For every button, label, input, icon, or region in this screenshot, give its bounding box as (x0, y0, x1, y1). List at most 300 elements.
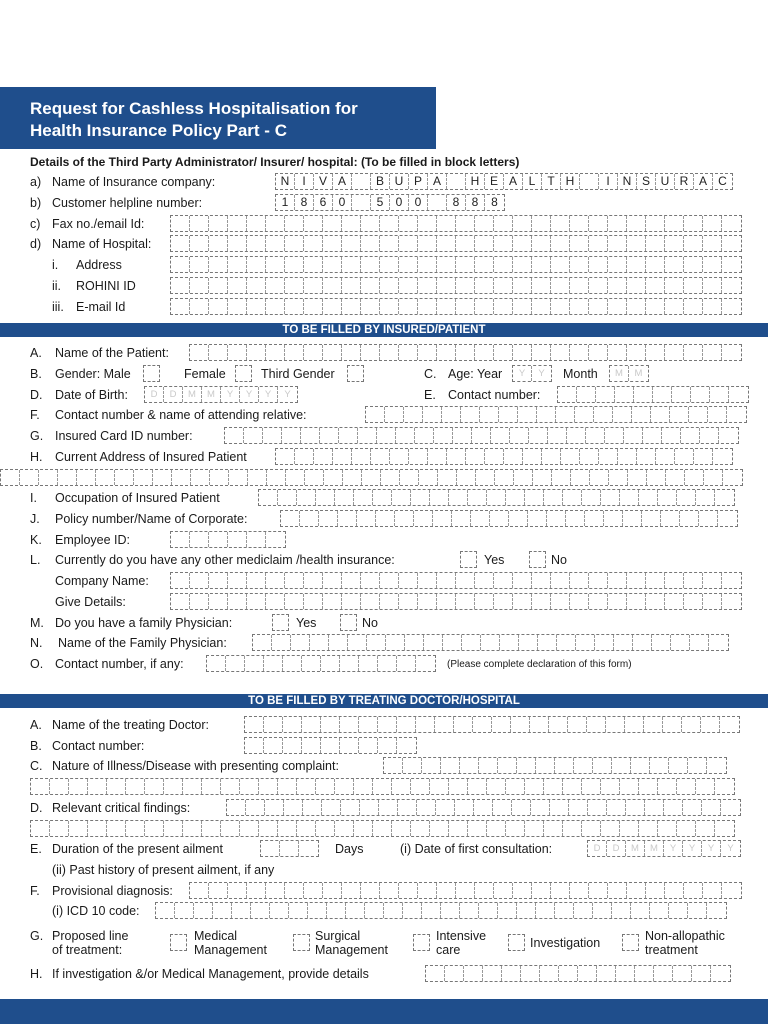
char-cell (321, 656, 340, 671)
helpline-field[interactable] (275, 194, 505, 211)
char-cell (665, 345, 684, 360)
char-cell (228, 594, 247, 609)
char-cell (297, 821, 316, 836)
patient-contact-field[interactable] (557, 386, 749, 403)
hospital-email-label: E-mail Id (76, 300, 126, 314)
char-cell (411, 779, 430, 794)
char-cell (561, 449, 580, 464)
char-cell (639, 490, 658, 505)
footer-bar (0, 999, 768, 1024)
dob-field[interactable] (144, 386, 298, 403)
current-address-field-line1[interactable] (275, 448, 733, 465)
char-cell (468, 821, 487, 836)
char-cell: H (561, 174, 580, 189)
char-cell (555, 903, 574, 918)
surgical-management-checkbox[interactable] (293, 934, 310, 951)
char-cell: C (718, 174, 727, 188)
char-cell (441, 758, 460, 773)
char-cell: 1 (276, 195, 295, 210)
char-cell: A (333, 174, 352, 189)
char-cell: Y (683, 841, 702, 856)
char-cell (563, 821, 582, 836)
family-physician-no-checkbox[interactable] (340, 614, 357, 631)
char-cell (462, 635, 481, 650)
char-cell (380, 299, 399, 314)
char-cell (278, 490, 297, 505)
char-cell (305, 470, 324, 485)
char-cell (399, 883, 418, 898)
char-cell (316, 779, 335, 794)
char-cell (494, 883, 513, 898)
physician-name-field[interactable] (252, 634, 729, 651)
doctor-section-banner: TO BE FILLED BY TREATING DOCTOR/HOSPITAL (0, 694, 768, 708)
critical-findings-field-line1[interactable] (226, 799, 741, 816)
char-cell (727, 407, 746, 422)
char-cell (316, 490, 335, 505)
char-cell (247, 299, 266, 314)
char-cell (449, 490, 468, 505)
prefix-pC: C. (424, 367, 437, 381)
char-cell: S (637, 174, 656, 189)
char-cell (608, 345, 627, 360)
prefix-dH: H. (30, 967, 43, 981)
char-cell (644, 717, 663, 732)
char-cell (580, 174, 599, 189)
char-cell (613, 407, 632, 422)
char-cell (291, 635, 310, 650)
char-cell (500, 635, 519, 650)
char-cell: Y (284, 389, 291, 400)
prefix-d-i: i. (52, 258, 59, 272)
char-cell (596, 387, 615, 402)
occupation-field[interactable] (258, 489, 735, 506)
char-cell (285, 299, 304, 314)
char-cell (599, 449, 618, 464)
char-cell (645, 800, 664, 815)
char-cell (456, 216, 475, 231)
relative-contact-field[interactable] (365, 406, 747, 423)
char-cell (551, 345, 570, 360)
char-cell (361, 216, 380, 231)
char-cell (513, 345, 532, 360)
ailment-duration-label: Duration of the present ailment (52, 842, 223, 856)
char-cell (304, 257, 323, 272)
char-cell (639, 779, 658, 794)
provisional-diagnosis-label: Provisional diagnosis: (52, 884, 173, 898)
char-cell (457, 470, 476, 485)
char-cell (601, 490, 620, 505)
hospital-email-field[interactable] (170, 298, 742, 315)
char-cell (468, 490, 487, 505)
char-cell (426, 966, 445, 981)
char-cell (608, 883, 627, 898)
other-insurance-yes-label: Yes (484, 553, 505, 567)
char-cell (456, 257, 475, 272)
char-cell (396, 428, 415, 443)
char-cell (708, 407, 727, 422)
age-month-field[interactable] (609, 365, 649, 382)
gender-male-checkbox[interactable] (143, 365, 160, 382)
char-cell (582, 779, 601, 794)
char-cell (570, 278, 589, 293)
char-cell (246, 800, 265, 815)
char-cell (677, 821, 696, 836)
char-cell (670, 407, 689, 422)
char-cell: M (634, 368, 643, 379)
char-cell (589, 257, 608, 272)
char-cell (399, 257, 418, 272)
char-cell (684, 345, 703, 360)
char-cell (449, 821, 468, 836)
char-cell (361, 573, 380, 588)
char-cell (718, 511, 737, 526)
char-cell (276, 449, 295, 464)
char-cell (339, 428, 358, 443)
other-insurance-no-checkbox[interactable] (529, 551, 546, 568)
char-cell (399, 594, 418, 609)
prefix-c: c) (30, 217, 41, 231)
char-cell (171, 299, 190, 314)
char-cell (323, 594, 342, 609)
char-cell (327, 903, 346, 918)
char-cell (551, 594, 570, 609)
char-cell (513, 216, 532, 231)
char-cell (240, 779, 259, 794)
char-cell (510, 428, 529, 443)
char-cell (476, 470, 495, 485)
char-cell (532, 345, 551, 360)
char-cell (266, 573, 285, 588)
char-cell (209, 236, 228, 251)
char-cell (494, 573, 513, 588)
family-physician-yes-checkbox[interactable] (272, 614, 289, 631)
char-cell (399, 236, 418, 251)
fax-email-field[interactable] (170, 215, 742, 232)
char-cell (418, 216, 437, 231)
illness-label: Nature of Illness/Disease with presenting complaint: (52, 759, 339, 773)
char-cell (436, 800, 455, 815)
char-cell (342, 216, 361, 231)
char-cell (650, 903, 669, 918)
char-cell (247, 257, 266, 272)
char-cell (259, 779, 278, 794)
insured-card-field[interactable] (224, 427, 739, 444)
char-cell (494, 216, 513, 231)
char-cell (665, 236, 684, 251)
char-cell (566, 511, 585, 526)
char-cell (304, 883, 323, 898)
char-cell (589, 278, 608, 293)
char-cell (354, 779, 373, 794)
family-physician-no-label: No (362, 616, 378, 630)
char-cell (329, 635, 348, 650)
char-cell (627, 573, 646, 588)
char-cell (485, 449, 504, 464)
critical-findings-label: Relevant critical findings: (52, 801, 191, 815)
char-cell (570, 883, 589, 898)
char-cell (601, 779, 620, 794)
char-cell (646, 345, 665, 360)
hospital-address-field[interactable] (170, 256, 742, 273)
char-cell (418, 883, 437, 898)
char-cell (377, 428, 396, 443)
policy-number-field[interactable] (280, 510, 738, 527)
char-cell (190, 594, 209, 609)
intensive-care-checkbox[interactable] (413, 934, 430, 951)
char-cell (443, 635, 462, 650)
employee-id-field[interactable] (170, 531, 286, 548)
char-cell (342, 299, 361, 314)
char-cell (392, 490, 411, 505)
char-cell (378, 717, 397, 732)
char-cell (418, 257, 437, 272)
char-cell (285, 257, 304, 272)
rohini-id-field[interactable] (170, 277, 742, 294)
hospital-name-field[interactable] (170, 235, 742, 252)
char-cell (190, 345, 209, 360)
char-cell (126, 821, 145, 836)
illness-field-line1[interactable] (383, 757, 727, 774)
char-cell (612, 758, 631, 773)
char-cell (183, 779, 202, 794)
non-allopathic-label-2: treatment (645, 943, 698, 957)
char-cell (494, 236, 513, 251)
char-cell (454, 717, 473, 732)
char-cell (376, 511, 395, 526)
char-cell (671, 635, 690, 650)
char-cell (228, 573, 247, 588)
doctor-name-field[interactable] (244, 716, 740, 733)
char-cell (498, 758, 517, 773)
char-cell (570, 345, 589, 360)
char-cell (707, 758, 726, 773)
prefix-dG: G. (30, 929, 44, 943)
char-cell (285, 236, 304, 251)
char-cell (627, 216, 646, 231)
char-cell (523, 449, 542, 464)
char-cell (677, 490, 696, 505)
char-cell (498, 903, 517, 918)
age-year-field[interactable] (512, 365, 552, 382)
char-cell (342, 345, 361, 360)
prefix-dF: F. (30, 884, 40, 898)
char-cell (145, 779, 164, 794)
ailment-duration-field[interactable] (260, 840, 319, 857)
other-insurance-yes-checkbox[interactable] (460, 551, 477, 568)
investigation-details-field[interactable] (425, 965, 731, 982)
char-cell (701, 717, 720, 732)
illness-field-line2[interactable] (30, 778, 735, 795)
char-cell (346, 903, 365, 918)
char-cell (209, 216, 228, 231)
char-cell (647, 470, 666, 485)
char-cell (247, 573, 266, 588)
char-cell (589, 345, 608, 360)
char-cell (490, 511, 509, 526)
char-cell (380, 216, 399, 231)
char-cell (190, 236, 209, 251)
char-cell (415, 428, 434, 443)
char-cell (281, 511, 300, 526)
past-history-label: (ii) Past history of present ailment, if any (52, 863, 275, 877)
char-cell (209, 883, 228, 898)
prefix-d: d) (30, 237, 42, 251)
form-title-banner (0, 87, 436, 149)
char-cell (699, 511, 718, 526)
char-cell (585, 511, 604, 526)
char-cell (703, 299, 722, 314)
char-cell (282, 428, 301, 443)
char-cell (487, 490, 506, 505)
char-cell (323, 278, 342, 293)
char-cell (615, 387, 634, 402)
char-cell (227, 800, 246, 815)
doctor-contact-field[interactable] (244, 737, 417, 754)
char-cell (354, 490, 373, 505)
char-cell (77, 470, 96, 485)
provisional-diagnosis-field[interactable] (189, 882, 742, 899)
char-cell (213, 903, 232, 918)
char-cell (684, 594, 703, 609)
char-cell (616, 966, 635, 981)
physician-contact-field[interactable] (206, 655, 436, 672)
prefix-pL: L. (30, 553, 41, 567)
char-cell (366, 407, 385, 422)
char-cell (50, 779, 69, 794)
char-cell (551, 299, 570, 314)
char-cell (661, 511, 680, 526)
char-cell (634, 387, 653, 402)
char-cell (582, 490, 601, 505)
critical-findings-field-line2[interactable] (30, 820, 735, 837)
patient-name-field[interactable] (189, 344, 742, 361)
char-cell (442, 407, 461, 422)
char-cell (285, 594, 304, 609)
char-cell (96, 470, 115, 485)
char-cell (398, 800, 417, 815)
char-cell (605, 428, 624, 443)
prefix-pN: N. (30, 636, 43, 650)
char-cell (550, 800, 569, 815)
icd-code-field[interactable] (155, 902, 727, 919)
company-name-field[interactable] (170, 572, 742, 589)
char-cell (409, 449, 428, 464)
insurance-company-field[interactable] (275, 173, 733, 190)
char-cell (285, 345, 304, 360)
char-cell (608, 278, 627, 293)
char-cell: L (523, 174, 542, 189)
char-cell (499, 407, 518, 422)
char-cell (228, 236, 247, 251)
char-cell (190, 573, 209, 588)
char-cell (228, 532, 247, 547)
char-cell (669, 758, 688, 773)
char-cell (656, 449, 675, 464)
address-label: Address (76, 258, 122, 272)
char-cell: 0 (390, 195, 409, 210)
char-cell (544, 821, 563, 836)
char-cell (547, 511, 566, 526)
char-cell: N (618, 174, 637, 189)
surgical-management-label-2: Management (315, 943, 388, 957)
char-cell (684, 216, 703, 231)
char-cell: V (314, 174, 333, 189)
medical-management-label-2: Management (194, 943, 267, 957)
give-details-field[interactable] (170, 593, 742, 610)
char-cell (709, 635, 728, 650)
char-cell (441, 903, 460, 918)
char-cell (452, 511, 471, 526)
char-cell (456, 299, 475, 314)
char-cell (207, 656, 226, 671)
char-cell (589, 594, 608, 609)
medical-management-checkbox[interactable] (170, 934, 187, 951)
current-address-field-line2[interactable] (0, 469, 743, 486)
gender-third-label: Third Gender (261, 367, 335, 381)
char-cell (88, 779, 107, 794)
char-cell (428, 195, 447, 210)
char-cell (266, 216, 285, 231)
hospital-name-label: Name of Hospital: (52, 237, 152, 251)
char-cell (453, 428, 472, 443)
char-cell (267, 470, 286, 485)
char-cell (703, 594, 722, 609)
char-cell (153, 470, 172, 485)
first-consultation-field[interactable] (587, 840, 741, 857)
char-cell (627, 299, 646, 314)
char-cell (682, 717, 701, 732)
char-cell (512, 800, 531, 815)
char-cell (264, 738, 283, 753)
char-cell (626, 800, 645, 815)
char-cell (577, 387, 596, 402)
char-cell (342, 236, 361, 251)
char-cell (418, 573, 437, 588)
char-cell (397, 738, 416, 753)
char-cell (247, 278, 266, 293)
char-cell (551, 216, 570, 231)
investigation-checkbox[interactable] (508, 934, 525, 951)
char-cell (608, 573, 627, 588)
char-cell (264, 656, 283, 671)
non-allopathic-checkbox[interactable] (622, 934, 639, 951)
char-cell (685, 470, 704, 485)
prefix-pD: D. (30, 388, 43, 402)
char-cell: D (588, 841, 607, 856)
char-cell: Y (538, 368, 545, 379)
insurance-company-label: Name of Insurance company: (52, 175, 216, 189)
char-cell (658, 490, 677, 505)
char-cell (228, 883, 247, 898)
relative-contact-label: Contact number & name of attending relative: (55, 408, 307, 422)
char-cell (455, 800, 474, 815)
char-cell (335, 821, 354, 836)
char-cell (437, 573, 456, 588)
investigation-label: Investigation (530, 936, 601, 950)
char-cell (418, 299, 437, 314)
char-cell (474, 800, 493, 815)
char-cell (437, 257, 456, 272)
char-cell (532, 299, 551, 314)
char-cell (635, 966, 654, 981)
char-cell (456, 883, 475, 898)
char-cell (209, 278, 228, 293)
gender-female-checkbox[interactable] (235, 365, 252, 382)
char-cell (549, 717, 568, 732)
char-cell (530, 717, 549, 732)
gender-third-checkbox[interactable] (347, 365, 364, 382)
char-cell (319, 511, 338, 526)
